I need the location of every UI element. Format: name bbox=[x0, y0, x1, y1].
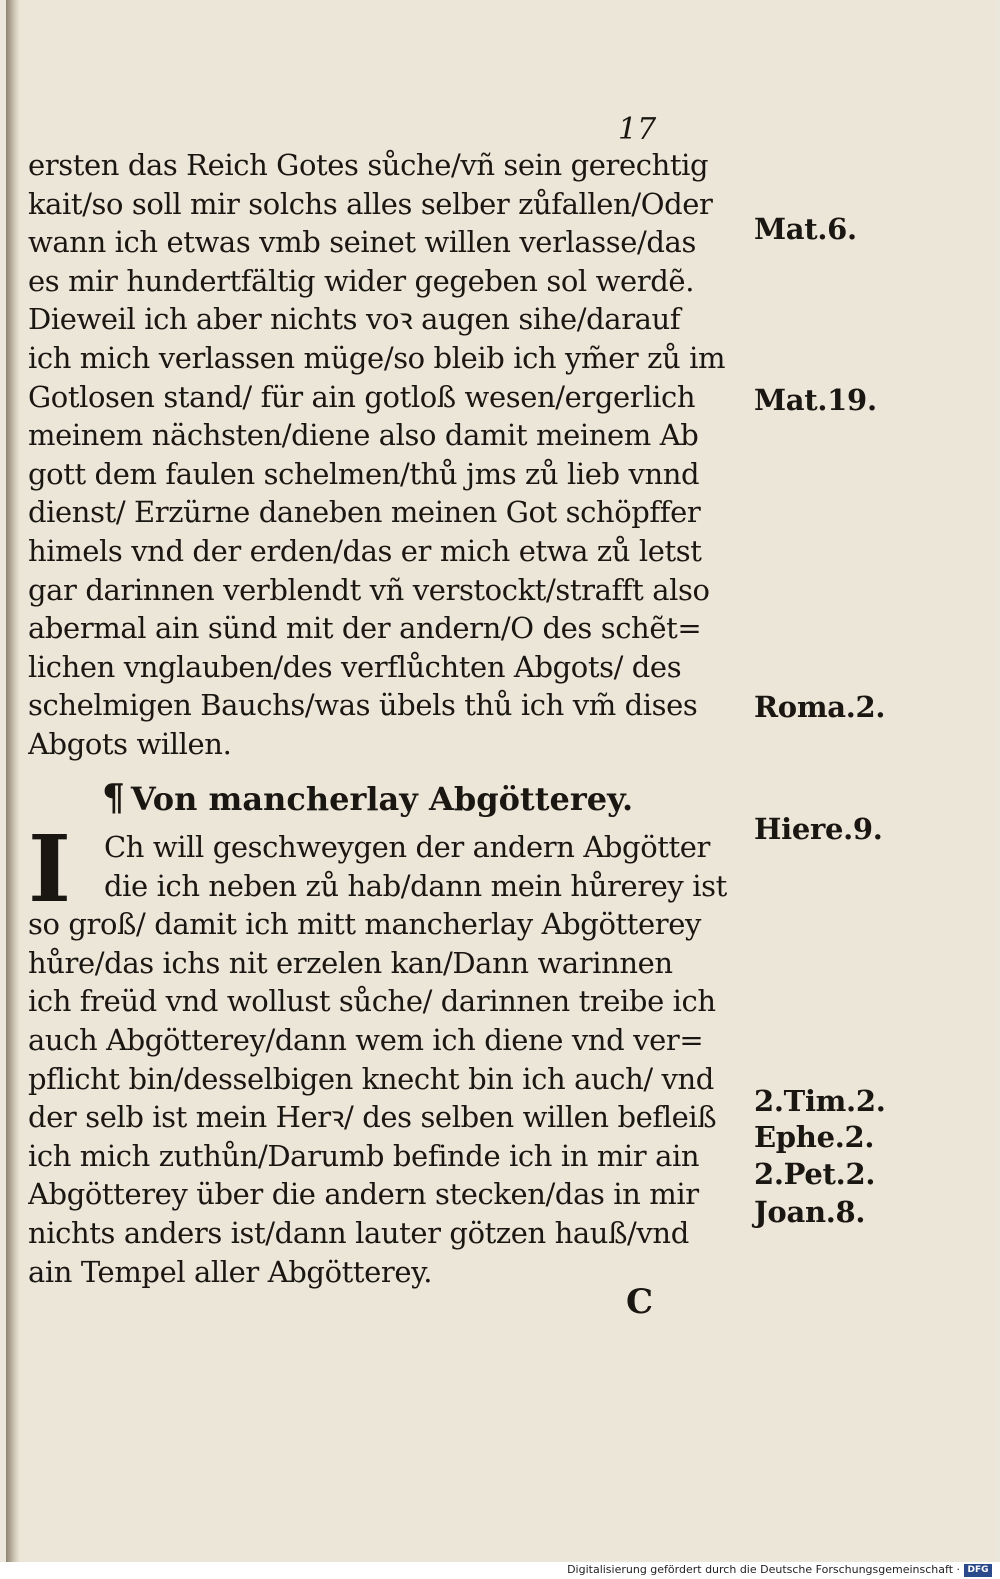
margin-note: 2.Tim.2. bbox=[754, 1084, 886, 1118]
text-line: dienst/ Erzürne daneben meinen Got schöpffer bbox=[28, 495, 701, 530]
margin-note: Mat.19. bbox=[754, 383, 877, 417]
text-line: ich freüd vnd wollust sůche/ darinnen treibe ich bbox=[28, 984, 716, 1019]
text-line: der selb ist mein Herꝛ/ des selben willen befleiß bbox=[28, 1100, 717, 1135]
text-line: ain Tempel aller Abgötterey. bbox=[28, 1254, 433, 1289]
text-line: abermal ain sünd mit der andern/O des schẽt= bbox=[28, 611, 702, 646]
body-text-block bbox=[28, 146, 740, 764]
text-line: Dieweil ich aber nichts voꝛ augen sihe/darauf bbox=[28, 302, 681, 337]
text-line: die ich neben zů hab/dann mein hůrerey ist bbox=[104, 868, 727, 903]
text-line: schelmigen Bauchs/was übels thů ich vm̃ dises bbox=[28, 688, 698, 723]
margin-note: Mat.6. bbox=[754, 212, 857, 246]
footer-credit: Digitalisierung gefördert durch die Deutsche Forschungsgemeinschaft · bbox=[567, 1563, 960, 1576]
margin-note: Roma.2. bbox=[754, 690, 886, 724]
text-line: so groß/ damit ich mitt mancherlay Abgötterey bbox=[28, 907, 702, 942]
margin-note: Joan.8. bbox=[754, 1195, 866, 1229]
page-number: 17 bbox=[618, 112, 657, 147]
dfg-logo: DFG bbox=[964, 1564, 992, 1577]
text-line: Ch will geschweygen der andern Abgötter bbox=[104, 830, 710, 864]
section-text-block bbox=[28, 815, 740, 1291]
text-line: ich mich verlassen müge/so bleib ich ym̃er zů im bbox=[28, 340, 726, 375]
text-line: Abgots willen. bbox=[28, 726, 232, 761]
section-heading-text: Von mancherlay Abgötterey. bbox=[130, 780, 634, 818]
text-line: wann ich etwas vmb seinet willen verlasse/das bbox=[28, 225, 696, 260]
text-line: nichts anders ist/dann lauter götzen hauß/vnd bbox=[28, 1215, 689, 1250]
text-line: lichen vnglauben/des verflůchten Abgots/ des bbox=[28, 649, 682, 684]
margin-note: Hiere.9. bbox=[754, 812, 883, 846]
text-line: himels vnd der erden/das er mich etwa zů letst bbox=[28, 533, 702, 568]
pilcrow-mark: ¶ bbox=[102, 777, 125, 819]
text-line: kait/so soll mir solchs alles selber zůfallen/Oder bbox=[28, 186, 713, 221]
book-page bbox=[6, 0, 996, 1562]
section-heading bbox=[102, 776, 742, 821]
text-line: Gotlosen stand/ für ain gotloß wesen/ergerlich bbox=[28, 379, 696, 414]
catchword: C bbox=[626, 1282, 654, 1322]
text-line: es mir hundertfältig wider gegeben sol werdẽ. bbox=[28, 263, 695, 298]
drop-cap-initial: I bbox=[28, 815, 72, 923]
text-line: gott dem faulen schelmen/thů jms zů lieb vnnd bbox=[28, 456, 700, 491]
text-line: gar darinnen verblendt vñ verstockt/strafft also bbox=[28, 572, 710, 607]
text-line: Abgötterey über die andern stecken/das in mir bbox=[28, 1177, 699, 1212]
text-line: pflicht bin/desselbigen knecht bin ich auch/ vnd bbox=[28, 1061, 714, 1096]
margin-note: 2.Pet.2. bbox=[754, 1157, 876, 1191]
margin-note: Ephe.2. bbox=[754, 1120, 875, 1154]
text-line: meinem nächsten/diene also damit meinem Ab bbox=[28, 418, 699, 453]
page-gutter-shadow bbox=[6, 0, 20, 1562]
text-line: ich mich zuthůn/Darumb befinde ich in mir ain bbox=[28, 1138, 700, 1173]
text-line: hůre/das ichs nit erzelen kan/Dann warinnen bbox=[28, 945, 673, 980]
text-line: ersten das Reich Gotes sůche/vñ sein gerechtig bbox=[28, 148, 709, 182]
text-line: auch Abgötterey/dann wem ich diene vnd ver= bbox=[28, 1022, 704, 1057]
